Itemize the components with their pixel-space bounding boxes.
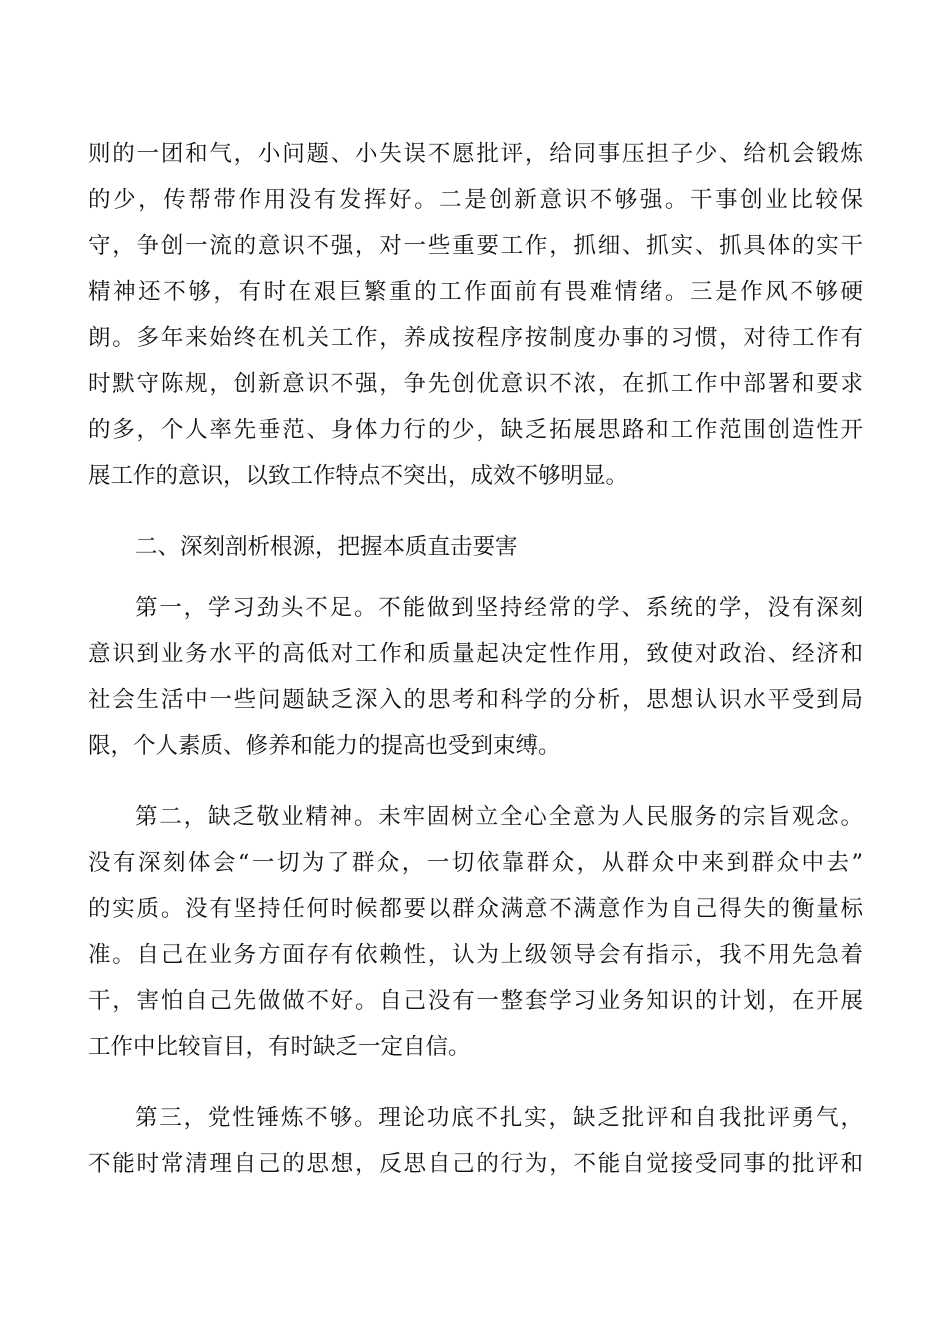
paragraph-3-line-4: 准。自己在业务方面存有依赖性，认为上级领导会有指示，我不用先急着 xyxy=(88,942,863,968)
paragraph-3-line-5: 干，害怕自己先做做不好。自己没有一整套学习业务知识的计划，在开展 xyxy=(88,988,863,1014)
paragraph-1-line-8: 展工作的意识，以致工作特点不突出，成效不够明显。 xyxy=(88,463,629,489)
paragraph-3-line-3: 的实质。没有坚持任何时候都要以群众满意不满意作为自己得失的衡量标 xyxy=(88,896,863,922)
paragraph-1-line-6: 时默守陈规，创新意识不强，争先创优意识不浓，在抓工作中部署和要求 xyxy=(88,371,863,397)
paragraph-4-line-1: 第三，党性锤炼不够。理论功底不扎实，缺乏批评和自我批评勇气， xyxy=(135,1105,863,1131)
paragraph-2-line-4: 限，个人素质、修养和能力的提高也受到束缚。 xyxy=(88,733,561,759)
paragraph-1-line-2: 的少，传帮带作用没有发挥好。二是创新意识不够强。干事创业比较保 xyxy=(88,187,863,213)
paragraph-1-line-3: 守，争创一流的意识不强，对一些重要工作，抓细、抓实、抓具体的实干 xyxy=(88,233,863,259)
paragraph-2-line-1: 第一，学习劲头不足。不能做到坚持经常的学、系统的学，没有深刻 xyxy=(135,595,863,621)
paragraph-3-line-1: 第二，缺乏敬业精神。未牢固树立全心全意为人民服务的宗旨观念。 xyxy=(135,804,863,830)
paragraph-2-line-2: 意识到业务水平的高低对工作和质量起决定性作用，致使对政治、经济和 xyxy=(88,641,863,667)
paragraph-4-line-2: 不能时常清理自己的思想，反思自己的行为，不能自觉接受同事的批评和 xyxy=(88,1151,863,1177)
paragraph-1-line-5: 朗。多年来始终在机关工作，养成按程序按制度办事的习惯，对待工作有 xyxy=(88,325,863,351)
paragraph-3-line-6: 工作中比较盲目，有时缺乏一定自信。 xyxy=(88,1034,471,1060)
paragraph-1-line-1: 则的一团和气，小问题、小失误不愿批评，给同事压担子少、给机会锻炼 xyxy=(88,141,863,167)
section-heading: 二、深刻剖析根源，把握本质直击要害 xyxy=(135,534,518,560)
paragraph-1-line-4: 精神还不够，有时在艰巨繁重的工作面前有畏难情绪。三是作风不够硬 xyxy=(88,279,863,305)
paragraph-3-line-2: 没有深刻体会“一切为了群众，一切依靠群众，从群众中来到群众中去” xyxy=(88,850,863,876)
paragraph-1-line-7: 的多，个人率先垂范、身体力行的少，缺乏拓展思路和工作范围创造性开 xyxy=(88,417,863,443)
paragraph-2-line-3: 社会生活中一些问题缺乏深入的思考和科学的分析，思想认识水平受到局 xyxy=(88,687,863,713)
